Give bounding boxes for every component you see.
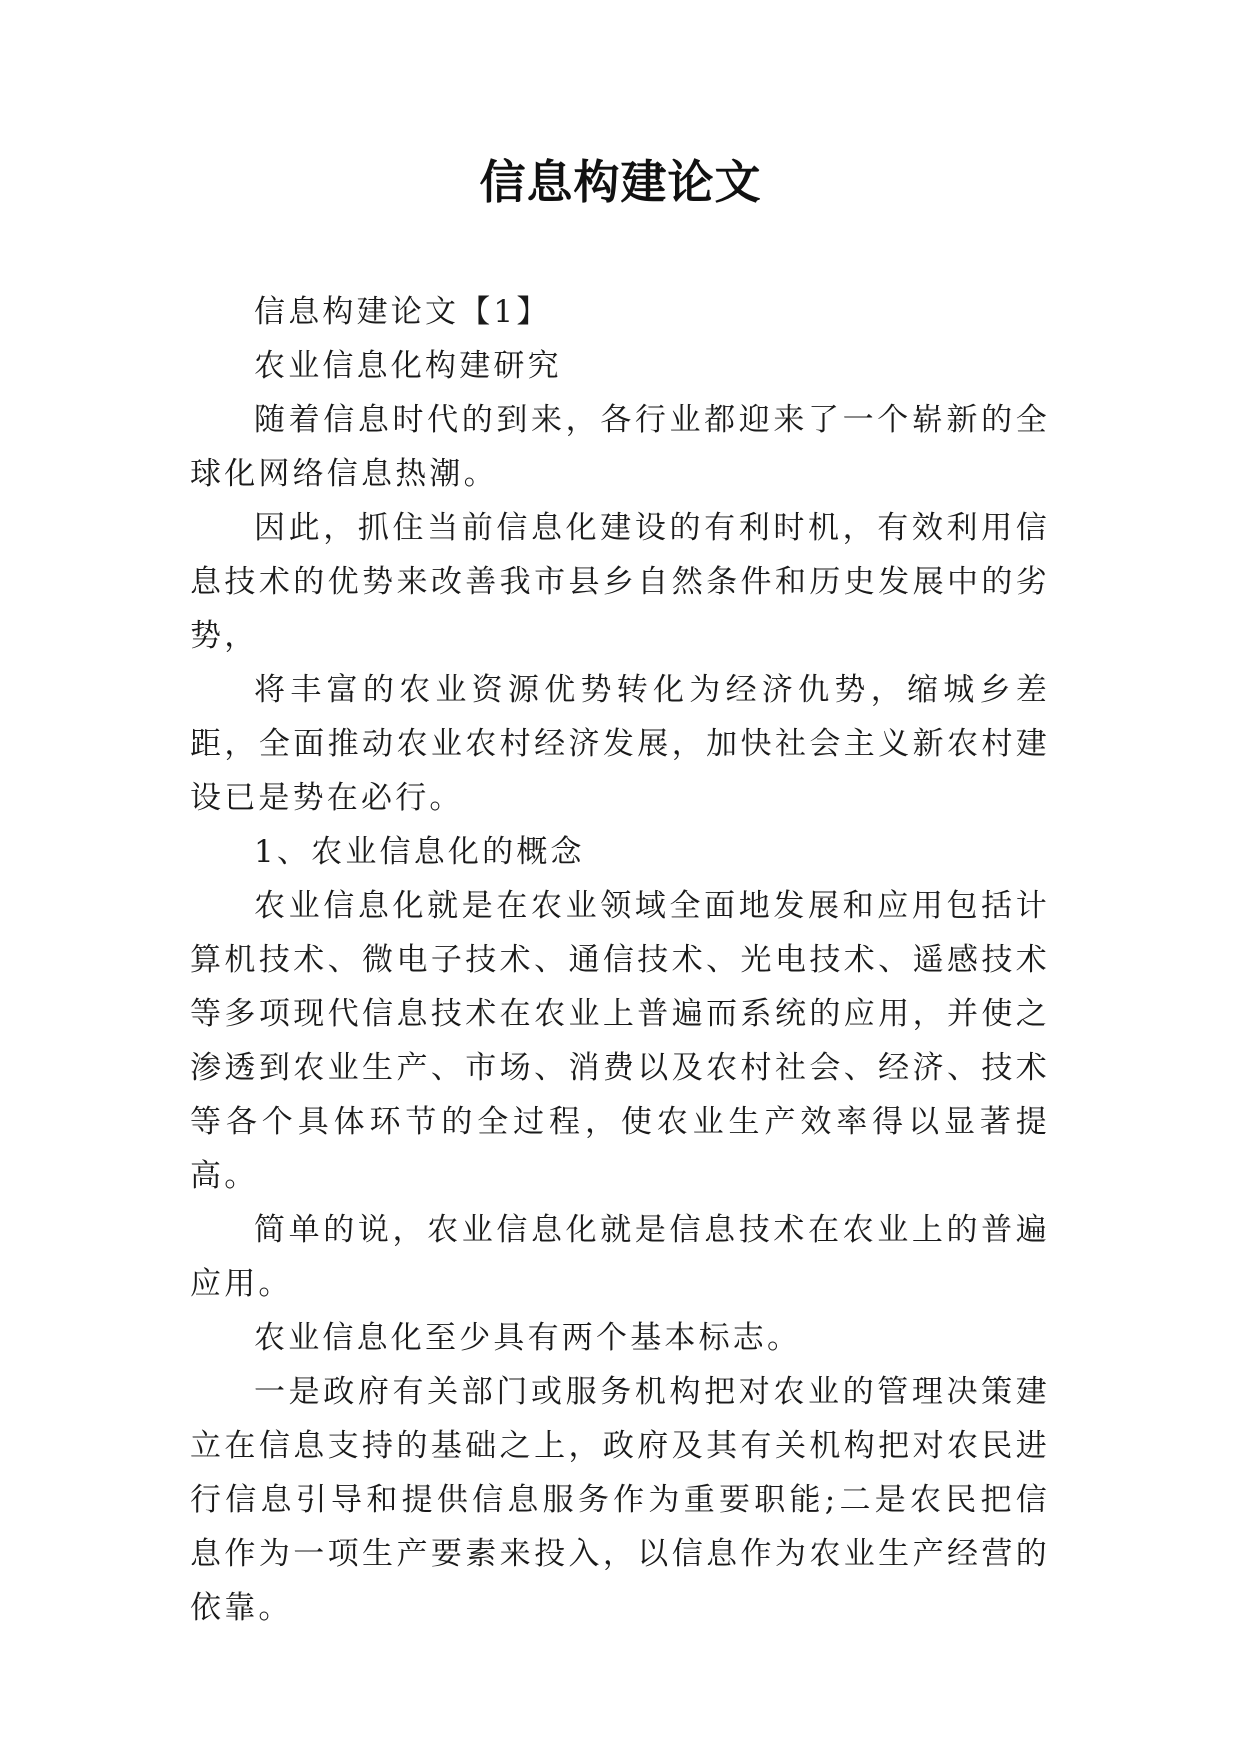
paragraph-subtitle: 农业信息化构建研究 [254, 348, 562, 384]
paragraph: 因此，抓住当前信息化建设的有利时机，有效利用信息技术的优势来改善我市县乡自然条件和历史发展中的劣势， [190, 510, 1050, 654]
paragraph: 农业信息化至少具有两个基本标志。 [254, 1320, 802, 1356]
paragraph: 将丰富的农业资源优势转化为经济仇势，缩城乡差距，全面推动农业农村经济发展，加快社会主义新农村建设已是势在必行。 [190, 672, 1050, 816]
paragraph: 一是政府有关部门或服务机构把对农业的管理决策建立在信息支持的基础之上，政府及其有关机构把对农民进行信息引导和提供信息服务作为重要职能;二是农民把信息作为一项生产要素来投入，以信息作为农业生产经营的依靠。 [190, 1374, 1050, 1626]
document-title: 信息构建论文 [479, 155, 762, 209]
paragraph-numbered-heading: 1、农业信息化的概念 [254, 834, 585, 870]
paragraph: 随着信息时代的到来，各行业都迎来了一个崭新的全球化网络信息热潮。 [190, 402, 1050, 492]
document-body [190, 285, 1050, 1635]
paragraph: 农业信息化就是在农业领域全面地发展和应用包括计算机技术、微电子技术、通信技术、光电技术、遥感技术等多项现代信息技术在农业上普遍而系统的应用，并使之渗透到农业生产、市场、消费以及农村社会、经济、技术等各个具体环节的全过程，使农业生产效率得以显著提高。 [190, 888, 1050, 1194]
paragraph-section-heading: 信息构建论文【1】 [254, 294, 551, 330]
paragraph: 简单的说，农业信息化就是信息技术在农业上的普遍应用。 [190, 1212, 1050, 1302]
